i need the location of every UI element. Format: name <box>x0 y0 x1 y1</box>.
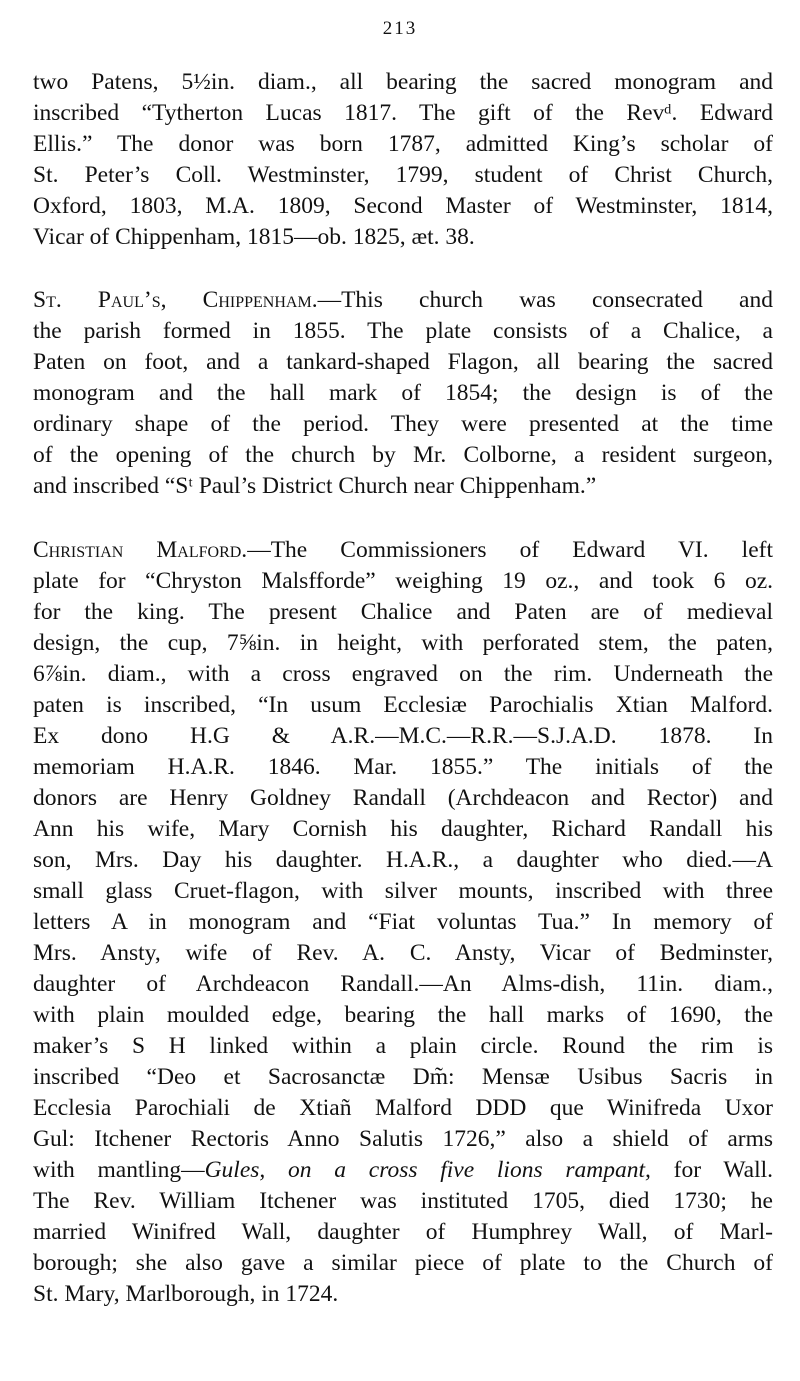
text-line: Ex dono H.G & A.R.—M.C.—R.R.—S.J.A.D. 1878. In <box>33 723 773 749</box>
text-line: ordinary shape of the period. They were presented at the time <box>33 411 773 437</box>
blazon-italic: Gules, on a cross five lions rampant, <box>204 1157 651 1183</box>
text-line: design, the cup, 7⅝in. in height, with perforated stem, the paten, <box>33 630 773 656</box>
text-line: Gul: Itchener Rectoris Anno Salutis 1726,” also a shield of arms <box>33 1126 773 1152</box>
text-line: the parish formed in 1855. The plate consists of a Chalice, a <box>33 318 773 344</box>
text-line: with plain moulded edge, bearing the hall marks of 1690, the <box>33 1002 773 1028</box>
text-line: St. Mary, Marlborough, in 1724. <box>33 1281 339 1307</box>
text-line: Paten on foot, and a tankard-shaped Flagon, all bearing the sacred <box>33 349 773 375</box>
text-line: maker’s S H linked within a plain circle. Round the rim is <box>33 1033 773 1059</box>
text-line: of the opening of the church by Mr. Colborne, a resident surgeon, <box>33 442 773 468</box>
paragraph-tytherton-lucas <box>33 67 773 253</box>
text-line: Christian Malford.—The Commissioners of Edward VI. left <box>33 537 773 563</box>
paragraph-st-pauls-chippenham <box>33 285 773 502</box>
text-line: inscribed “Deo et Sacrosanctæ Dm̃: Mensæ Usibus Sacris in <box>33 1064 773 1090</box>
text-line: Ellis.” The donor was born 1787, admitted King’s scholar of <box>33 131 773 157</box>
page-number: 213 <box>382 18 418 39</box>
text-line: Mrs. Ansty, wife of Rev. A. C. Ansty, Vicar of Bedminster, <box>33 940 773 966</box>
text-line: and inscribed “Sᵗ Paul’s District Church near Chippenham.” <box>33 473 597 499</box>
text-line: Ecclesia Parochiali de Xtiañ Malford DDD que Winifreda Uxor <box>33 1095 773 1121</box>
text-line: donors are Henry Goldney Randall (Archdeacon and Rector) and <box>33 785 773 811</box>
text-line: St. Peter’s Coll. Westminster, 1799, student of Christ Church, <box>33 162 773 188</box>
text-line: 6⅞in. diam., with a cross engraved on the rim. Underneath the <box>33 661 773 687</box>
text-line: two Patens, 5½in. diam., all bearing the sacred monogram and <box>33 69 773 95</box>
text-line: borough; she also gave a similar piece of plate to the Church of <box>33 1250 773 1276</box>
text-line: daughter of Archdeacon Randall.—An Alms-dish, 11in. diam., <box>33 971 773 997</box>
text-line: Vicar of Chippenham, 1815—ob. 1825, æt. 38. <box>33 224 475 250</box>
text-line: letters A in monogram and “Fiat voluntas Tua.” In memory of <box>33 909 773 935</box>
text-line: with mantling—Gules, on a cross five lions rampant, for Wall. <box>33 1157 774 1183</box>
text-line: plate for “Chryston Malsfforde” weighing 19 oz., and took 6 oz. <box>33 568 773 594</box>
text-line: Ann his wife, Mary Cornish his daughter, Richard Randall his <box>33 816 773 842</box>
text-line: son, Mrs. Day his daughter. H.A.R., a daughter who died.—A <box>33 847 773 873</box>
paragraph-christian-malford <box>33 535 773 1310</box>
text-line: memoriam H.A.R. 1846. Mar. 1855.” The initials of the <box>33 754 773 780</box>
text-line: Oxford, 1803, M.A. 1809, Second Master of Westminster, 1814, <box>33 193 773 219</box>
text-line: monogram and the hall mark of 1854; the design is of the <box>33 380 773 406</box>
section-heading: Christian Malford. <box>33 537 248 563</box>
text-line: small glass Cruet-flagon, with silver mounts, inscribed with three <box>33 878 773 904</box>
text-line: paten is inscribed, “In usum Ecclesiæ Parochialis Xtian Malford. <box>33 692 773 718</box>
text-line: for the king. The present Chalice and Paten are of medieval <box>33 599 773 625</box>
text-line: inscribed “Tytherton Lucas 1817. The gift of the Revᵈ. Edward <box>33 100 773 126</box>
text-line: married Winifred Wall, daughter of Humphrey Wall, of Marl- <box>33 1219 773 1245</box>
section-heading: St. Paul’s, Chippenham. <box>33 287 318 313</box>
text-line: The Rev. William Itchener was instituted 1705, died 1730; he <box>33 1188 773 1214</box>
text-line: St. Paul’s, Chippenham.—This church was consecrated and <box>33 287 773 313</box>
